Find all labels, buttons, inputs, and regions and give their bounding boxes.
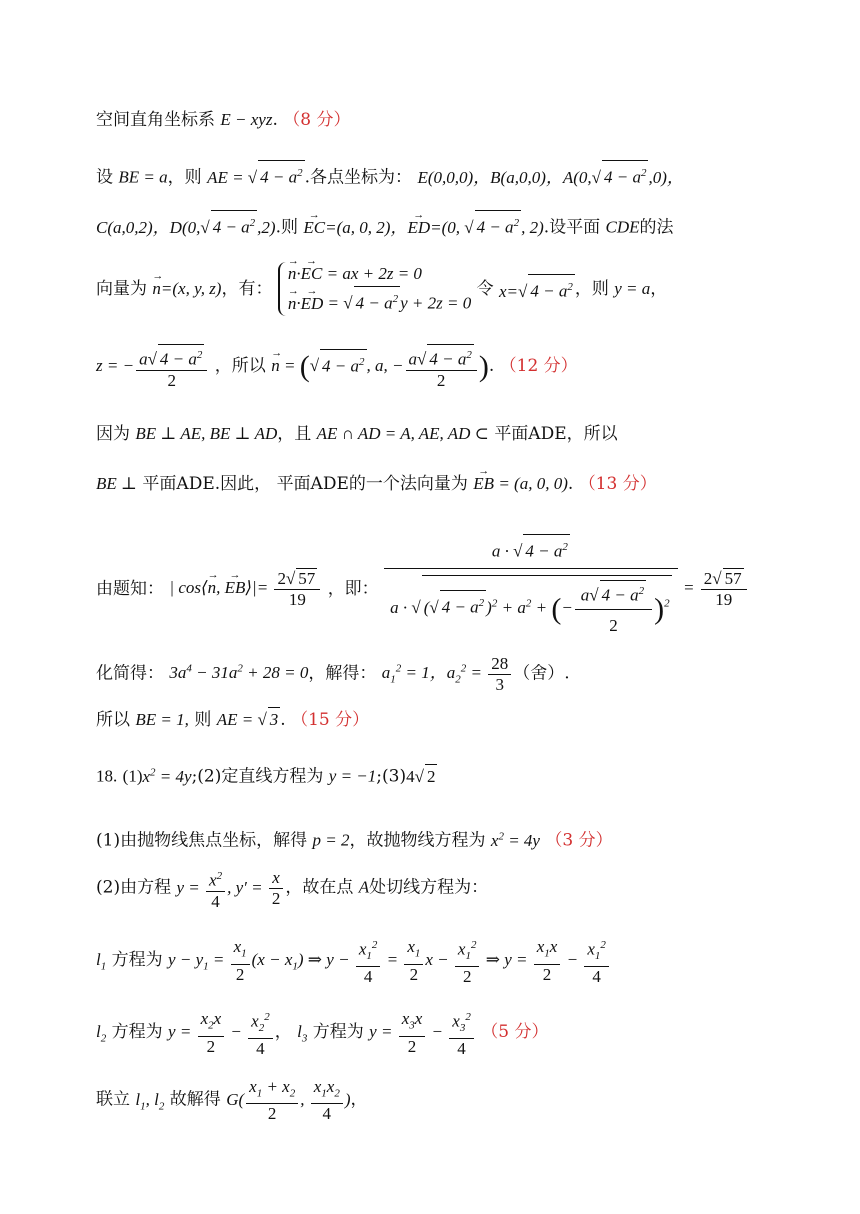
line14-eq: $y - y_1$ = $\frac{x_1}{2}$ $(x - x_1)$ ⇒ y − $\frac{x_1^2}{4}$ = $\frac{x_1}{2}$ x − $\frac{x_1^2}{2}$ ⇒ y = $\frac{x_1x}{2}$ − $\frac{x_1^2}{4}$ bbox=[168, 950, 611, 969]
line5-n: → n = (√ $4 - a^2$ , a, − $\frac{a√ 4 - a^2}{2}$ ) bbox=[271, 356, 489, 375]
line11-c: ;(2)定直线方程为 bbox=[191, 766, 324, 787]
line15-eq2: y = $\frac{x_2x}{2}$ − $\frac{x_2^2}{4}$ bbox=[168, 1022, 275, 1041]
line4-a: 向量为 bbox=[96, 278, 147, 299]
line6-math2: AE ∩ AD = A, AE, AD ⊂ bbox=[316, 424, 489, 443]
line4-y: y = a bbox=[614, 278, 651, 298]
line1-math: E − xyz bbox=[220, 110, 273, 129]
line9-b: ，解得： bbox=[308, 663, 377, 684]
line2-math-be: BE = a bbox=[118, 167, 168, 187]
text-line-8 bbox=[96, 530, 800, 636]
line16-lines: $l_1$, $l_2$ bbox=[135, 1089, 165, 1112]
line16-g: G( $\frac{x_1 + x_2}{2}$ , $\frac{x_1x_2}{4}$ ) bbox=[226, 1077, 351, 1124]
line12-a: (1)由抛物线焦点坐标，解得 bbox=[96, 830, 308, 851]
line4-c: 令 bbox=[476, 278, 494, 299]
text-line-7: BE ⊥ 平面ADE.因此， 平面ADE的一个法向量为 → EB = (a, 0, 0). （13 分） bbox=[96, 472, 800, 496]
text-line-10: 所以 BE = 1, 则 AE = √ 3 . （15 分） bbox=[96, 707, 800, 732]
line16-b: 故解得 bbox=[169, 1089, 221, 1110]
text-line-11 bbox=[96, 760, 800, 789]
score-13: （13 分） bbox=[578, 474, 657, 494]
text-line-15 bbox=[96, 1007, 800, 1057]
line7-c: 平面ADE bbox=[276, 474, 349, 494]
line3-b: .设平面 bbox=[543, 217, 601, 238]
score-3: （3 分） bbox=[545, 830, 613, 851]
text-line-5: z = − $\frac{a√ 4 - a^2}{2}$ ，所以 → n = (√ $4 - a^2$ , a, − $\frac{a√ 4 - a^2}{2}$ ). （12 分） bbox=[96, 344, 800, 394]
line14-a: 方程为 bbox=[111, 949, 163, 970]
line15-l2: $l_2$ bbox=[96, 1021, 107, 1045]
line5-z: z = − $\frac{a√ 4 - a^2}{2}$ bbox=[96, 356, 209, 375]
line11-eq3: 4√ 2 bbox=[406, 767, 437, 786]
score-15: （15 分） bbox=[291, 710, 370, 730]
line10-b: 则 bbox=[194, 710, 212, 730]
text-line-12 bbox=[96, 824, 800, 853]
line15-c: 方程为 bbox=[312, 1021, 364, 1042]
line7-a: 平面ADE bbox=[142, 474, 215, 494]
line12-eq: $x^2 = 4y$ bbox=[490, 830, 540, 850]
score-8: （8 分） bbox=[283, 110, 351, 130]
line8-rhs: = $\frac{2√ 57}{19}$ bbox=[683, 578, 749, 597]
line2-c: .各点坐标为： bbox=[304, 167, 413, 188]
question-number: 18. bbox=[96, 766, 118, 786]
line9-eq: $3a^4 - 31a^2 + 28 = 0$ bbox=[169, 662, 309, 683]
line15-a: 方程为 bbox=[111, 1021, 163, 1042]
line10-ae: AE = √ 3 bbox=[217, 710, 281, 729]
text-line-6 bbox=[96, 422, 800, 446]
line3-points: C(a,0,2)，D(0,√ $4 - a^2$ ,2) bbox=[96, 218, 276, 237]
line7-d: 的一个法向量为 bbox=[348, 474, 468, 494]
line8-bigfrac: a · √ $4 - a^2$ a · √ (√ $4 - a^2$ )$^2 + a^2$ + (− $\frac{a√ 4 - a^2}{2}$ )$^2$ bbox=[384, 530, 678, 648]
line12-b: ，故抛物线方程为 bbox=[349, 830, 486, 851]
line6-b: ，且 bbox=[277, 424, 312, 444]
line15-eq3: y = $\frac{x_3x}{2}$ − $\frac{x_3^2}{4}$ bbox=[369, 1022, 476, 1041]
line4-x: x=√ $4 - a^2$ bbox=[499, 282, 575, 301]
line5-a: ，所以 bbox=[214, 356, 266, 377]
line2-b: ，则 bbox=[167, 167, 202, 188]
line8-cos: | cos⟨→ n, → EB⟩|= $\frac{2√ 57}{19}$ bbox=[169, 578, 322, 597]
line9-sol: $a_1^2 = 1$，$a_2^2$ = $\frac{28}{3}$ bbox=[382, 663, 513, 682]
text-line-3: C(a,0,2)，D(0,√ $4 - a^2$ ,2).则 → EC=(a, 0, 2)，→ ED=(0, √ $4 - a^2$ , 2).设平面 CDE的法 bbox=[96, 210, 800, 240]
line15-b: ， bbox=[274, 1021, 292, 1042]
score-5: （5 分） bbox=[481, 1021, 549, 1042]
line16-a: 联立 bbox=[96, 1089, 130, 1110]
line11-eq1: $x^2 = 4y$ bbox=[142, 766, 192, 786]
line11-d: ;(3) bbox=[376, 766, 407, 787]
line2-a: 设 bbox=[96, 167, 113, 188]
line9-c: （舍）. bbox=[513, 663, 570, 684]
line3-d: 的法 bbox=[639, 217, 674, 238]
line2-points: E(0,0,0)，B(a,0,0)，A(0,√ $4 - a^2$ ,0)， bbox=[417, 168, 683, 187]
line10-be: BE = 1, bbox=[135, 710, 189, 729]
line6-c: 平面ADE bbox=[494, 424, 567, 444]
line14-l1: $l_1$ bbox=[96, 949, 107, 973]
line7-eb: → EB = (a, 0, 0) bbox=[473, 474, 568, 493]
line4-normal: → n=(x, y, z) bbox=[152, 279, 221, 298]
line9-a: 化简得： bbox=[96, 663, 164, 684]
line4-d: ，则 bbox=[574, 278, 609, 299]
line3-vectors: → EC=(a, 0, 2)，→ ED=(0, √ $4 - a^2$ , 2) bbox=[303, 218, 543, 237]
line6-math: BE ⊥ AE, BE ⊥ AD bbox=[135, 424, 278, 443]
line11-eq2: y = −1 bbox=[328, 766, 377, 786]
line7-b: .因此， bbox=[214, 474, 272, 494]
line15-l3: $l_3$ bbox=[297, 1021, 308, 1045]
line2-math-ae: AE = √ $4 - a^2$ bbox=[207, 168, 305, 187]
line13-b: ，故在点 bbox=[285, 877, 354, 898]
line4-b: ，有： bbox=[221, 278, 273, 299]
line11-b: (1) bbox=[122, 766, 143, 786]
line13-a: (2)由方程 bbox=[96, 877, 172, 898]
text-line-9 bbox=[96, 654, 800, 694]
line3-c: CDE bbox=[605, 217, 640, 237]
line12-p: p = 2 bbox=[312, 830, 350, 850]
line7-be: BE ⊥ bbox=[96, 474, 138, 493]
line10-a: 所以 bbox=[96, 710, 130, 730]
line6-d: ，所以 bbox=[566, 424, 618, 444]
equation-system: → n·→ EC = ax + 2z = 0 → n·→ ED = √ $4 - a^2$ y + 2z = 0 bbox=[278, 262, 471, 316]
text-line-14 bbox=[96, 935, 800, 985]
line1-text: 空间直角坐标系 bbox=[96, 110, 215, 130]
line13-c: A bbox=[358, 877, 370, 897]
text-line-16: 联立 $l_1$, $l_2$ 故解得 G( $\frac{x_1 + x_2}{2}$ , $\frac{x_1x_2}{4}$ )， bbox=[96, 1077, 368, 1124]
text-line-13 bbox=[96, 866, 800, 916]
line13-eq: y = $\frac{x^2}{4}$ , y′ = $\frac{x}{2}$ bbox=[177, 878, 286, 897]
text-line-2 bbox=[96, 160, 800, 190]
score-12: （12 分） bbox=[499, 356, 578, 377]
line6-a: 因为 bbox=[96, 424, 130, 444]
line4-e: ， bbox=[650, 278, 668, 299]
text-line-4 bbox=[96, 262, 800, 322]
text-line-1: 空间直角坐标系 E − xyz. （8 分） bbox=[96, 110, 351, 130]
line8-a: 由题知： bbox=[96, 579, 164, 600]
line8-b: ，即： bbox=[327, 579, 379, 600]
line13-d: 处切线方程为： bbox=[369, 877, 489, 898]
